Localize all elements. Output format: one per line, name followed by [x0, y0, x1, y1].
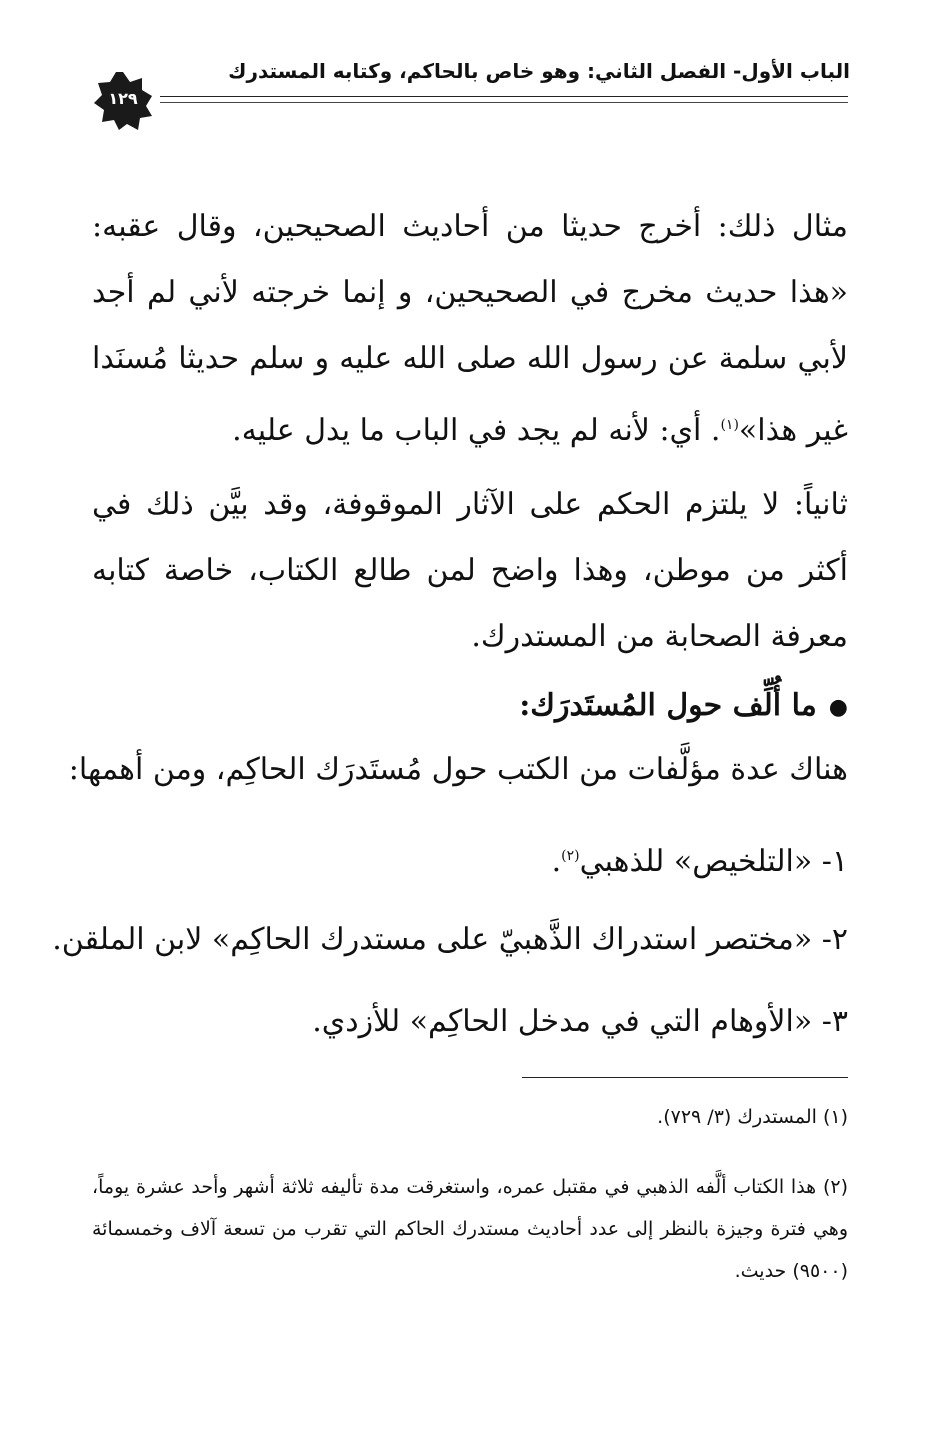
header-rule: [160, 96, 848, 103]
footnote-ref-1: (١): [720, 417, 739, 433]
footnote-1: (١) المستدرك (٣/ ٧٢٩).: [657, 1106, 848, 1128]
footnote-ref-2: (٢): [561, 848, 580, 864]
list-item: [52, 910, 848, 970]
section-heading-text: ما أُلِّف حول المُستَدرَك:: [519, 688, 817, 723]
list-item-text: ٢- «مختصر استدراك الذَّهبيّ على مستدرك الحاكِم» لابن الملقن.: [52, 922, 848, 957]
list-item-text: ١- «التلخيص» للذهبي: [579, 844, 848, 879]
page-number: ١٢٩: [108, 89, 138, 108]
paragraph-2: ثانياً: لا يلتزم الحكم على الآثار الموقوفة، وقد بيَّن ذلك في أكثر من موطن، وهذا واضح لمن طالع الكتاب، خاصة كتابه معرفة الصحابة من المستدرك.: [92, 487, 848, 654]
section-intro: هناك عدة مؤلَّفات من الكتب حول مُستَدرَك الحاكِم، ومن أهمها:: [68, 752, 848, 787]
footnote-2: (٢) هذا الكتاب ألَّفه الذهبي في مقتبل عمره، واستغرقت مدة تأليفه ثلاثة أشهر وأحد عشرة يوماً، وهي فترة وجيزة بالنظر إلى عدد أحاديث مستدرك الحاكم التي تقرب من تسعة آلاف وخمسمائة (٩٥٠٠) حديث.: [92, 1176, 848, 1282]
list-item: [312, 992, 848, 1052]
bullet-icon: ●: [828, 694, 848, 720]
running-header: الباب الأول- الفصل الثاني: وهو خاص بالحاكم، وكتابه المستدرك: [228, 59, 850, 83]
list-item: [552, 826, 848, 892]
list-item-tail: .: [551, 844, 562, 879]
paragraph-1: [92, 194, 848, 464]
paragraph-1-text: مثال ذلك: أخرج حديثا من أحاديث الصحيحين، وقال عقبه: «هذا حديث مخرج في الصحيحين، و إنما خرجته لأني لم أجد لأبي سلمة عن رسول الله صلى الله عليه و سلم حديثا مُسنَدا غير هذا»: [92, 209, 848, 448]
paragraph-1-tail: . أي: لأنه لم يجد في الباب ما يدل عليه.: [232, 413, 721, 448]
list-item-text: ٣- «الأوهام التي في مدخل الحاكِم» للأزدي.: [312, 1004, 848, 1039]
footnote-separator: [522, 1077, 848, 1078]
section-heading: [519, 676, 848, 737]
